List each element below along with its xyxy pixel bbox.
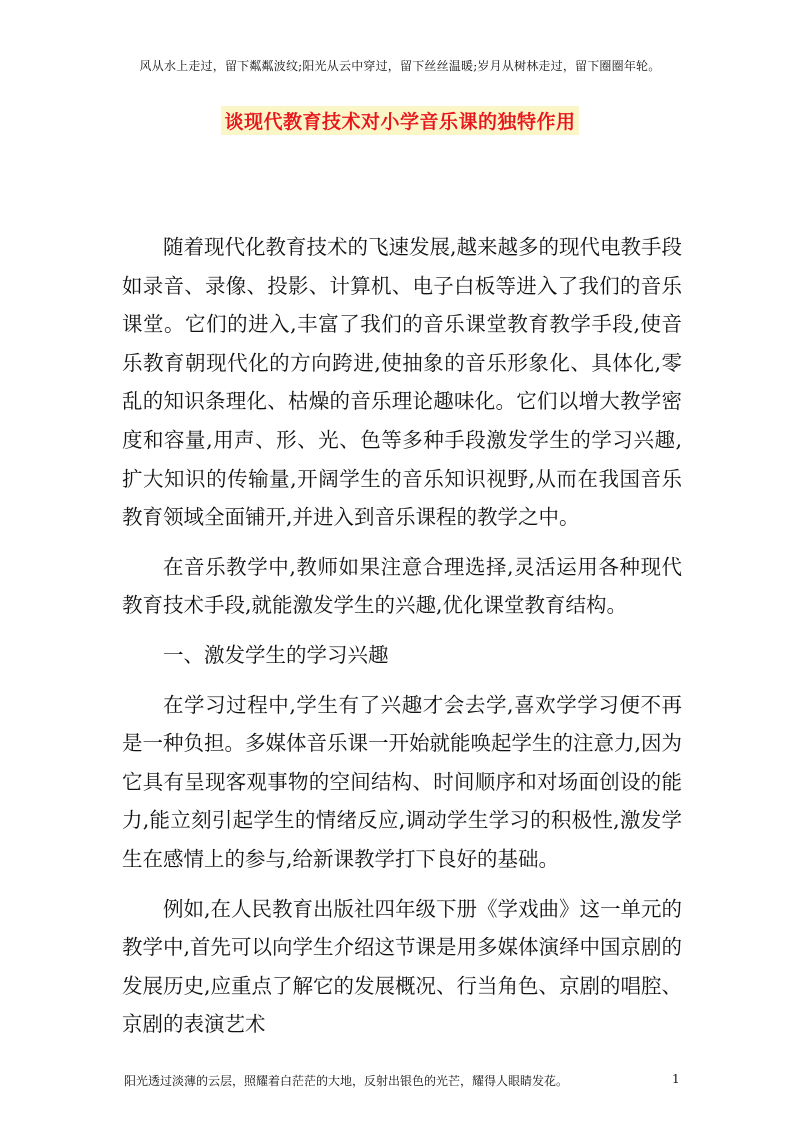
paragraph-example: 例如,在人民教育出版社四年级下册《学戏曲》这一单元的教学中,首先可以向学生介绍这节课是用多媒体演绎中国京剧的发展历史,应重点了解它的发展概况、行当角色、京剧的唱腔、京剧的表演艺术: [122, 896, 683, 1037]
title-container: [0, 106, 800, 135]
page-number: 1: [672, 1072, 680, 1086]
paragraph-interest: 在学习过程中,学生有了兴趣才会去学,喜欢学学习便不再是一种负担。多媒体音乐课一开始就能唤起学生的注意力,因为它具有呈现客观事物的空间结构、时间顺序和对场面创设的能力,能立刻引起学生的情绪反应,调动学生学习的积极性,激发学生在感情上的参与,给新课教学打下良好的基础。: [122, 692, 683, 871]
page-footer: 阳光透过淡薄的云层，照耀着白茫茫的大地，反射出银色的光芒，耀得人眼睛发花。: [124, 1074, 569, 1088]
document-body: [122, 228, 682, 1044]
section-heading: 一、激发学生的学习兴趣: [163, 642, 389, 667]
paragraph-summary: 在音乐教学中,教师如果注意合理选择,灵活运用各种现代教育技术手段,就能激发学生的兴趣,优化课堂教育结构。: [122, 554, 682, 618]
document-title: 谈现代教育技术对小学音乐课的独特作用: [221, 106, 578, 135]
page-header: 风从水上走过，留下粼粼波纹;阳光从云中穿过，留下丝丝温暖;岁月从树林走过，留下圈圈年轮。: [139, 59, 661, 73]
paragraph-intro: 随着现代化教育技术的飞速发展,越来越多的现代电教手段如录音、录像、投影、计算机、电子白板等进入了我们的音乐课堂。它们的进入,丰富了我们的音乐课堂教育教学手段,使音乐教育朝现代化的方向跨进,使抽象的音乐形象化、具体化,零乱的知识条理化、枯燥的音乐理论趣味化。它们以增大教学密度和容量,用声、形、光、色等多种手段激发学生的学习兴趣,扩大知识的传输量,开阔学生的音乐知识视野,从而在我国音乐教育领域全面铺开,并进入到音乐课程的教学之中。: [122, 235, 683, 530]
